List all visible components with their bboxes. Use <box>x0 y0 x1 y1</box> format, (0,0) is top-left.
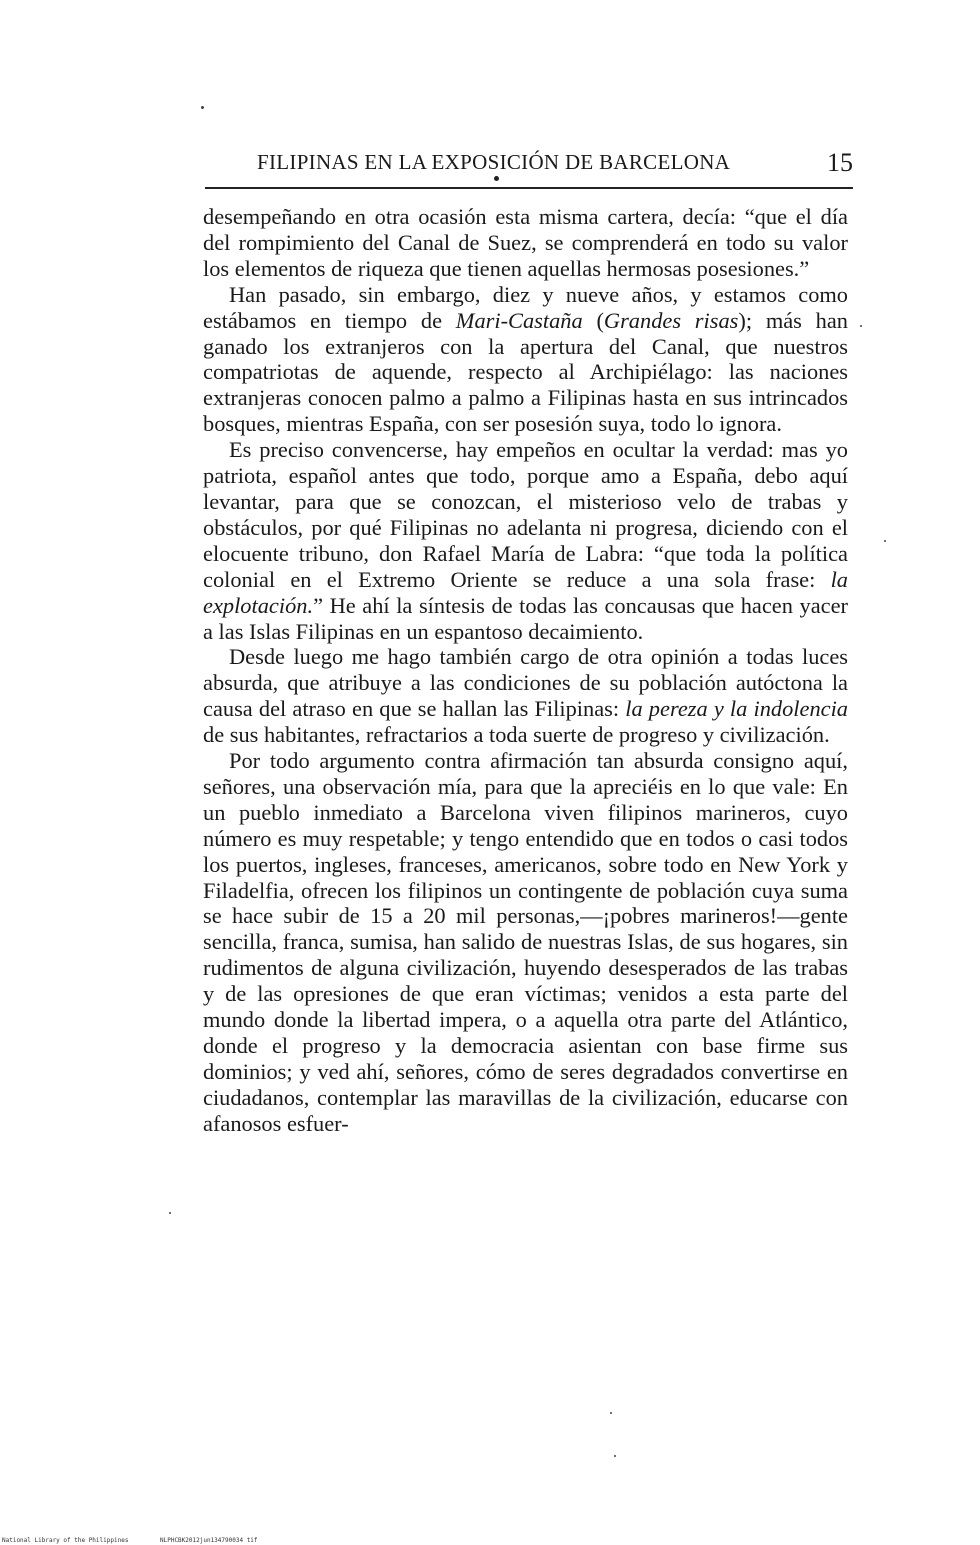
paragraph-text: desempeñando en otra ocasión esta misma cartera, decía: “que el día del rompimiento del Canal de Suez, se comprenderá en todo su valor los elementos de riqueza que tienen aquellas hermosas posesiones.” <box>203 204 848 281</box>
paragraph <box>203 204 848 282</box>
paragraph <box>203 437 848 644</box>
scan-speck <box>860 325 862 327</box>
paragraph-text: de sus habitantes, refractarios a toda suerte de progreso y civilización. <box>203 722 830 748</box>
scan-speck <box>884 540 886 542</box>
header-rule <box>205 187 853 189</box>
paragraph <box>203 644 848 748</box>
footer-library-label: National Library of the Philippines <box>2 1537 129 1544</box>
italic-phrase: Grandes risas <box>603 307 739 333</box>
footer-file-label: NLPHCBK2012jun134790034 tif <box>160 1537 258 1544</box>
paragraph <box>203 748 848 1137</box>
italic-phrase: la pereza y la indolencia <box>625 696 848 722</box>
italic-phrase: Mari-Castaña <box>455 307 583 333</box>
body-text <box>203 204 848 1137</box>
italic-phrase: la explotación. <box>203 566 848 618</box>
scan-speck <box>610 1412 612 1414</box>
scan-speck <box>614 1455 616 1457</box>
paragraph-text: ” He ahí la síntesis de todas las concausas que hacen yacer a las Islas Filipinas en un espantoso decaimiento. <box>203 592 848 644</box>
header-rule-mark <box>494 176 499 181</box>
paragraph-text: Desde luego me hago también cargo de otra opinión a todas luces absurda, que atribuye a las condiciones de su población autóctona la causa del atraso en que se hallan las Filipinas: <box>203 644 848 722</box>
page-number: 15 <box>827 148 853 177</box>
running-title: FILIPINAS EN LA EXPOSICIÓN DE BARCELONA <box>257 150 731 174</box>
scan-speck <box>201 106 204 109</box>
paragraph-text: ); más han ganado los extranjeros con la apertura del Canal, que nuestros compatriotas de aquende, respecto al Archipiélago: las naciones extranjeras conocen palmo a palmo a Filipinas hasta en sus intrincados bosques, mientras España, con ser posesión suya, todo lo ignora. <box>203 307 848 437</box>
scan-speck <box>169 1212 171 1214</box>
paragraph-text: Han pasado, sin embargo, diez y nueve años, y estamos como estábamos en tiempo de <box>203 281 848 333</box>
page-header <box>205 150 853 186</box>
paragraph-text: Es preciso convencerse, hay empeños en ocultar la verdad: mas yo patriota, español antes que todo, porque amo a España, debo aquí levantar, para que se conozcan, el misterioso velo de trabas y obstáculos, por qué Filipinas no adelanta ni progresa, diciendo con el elocuente tribuno, don Rafael María de Labra: “que toda la política colonial en el Extremo Oriente se reduce a una sola frase: <box>203 437 848 592</box>
paragraph-text: Por todo argumento contra afirmación tan absurda consigno aquí, señores, una observación mía, para que la apreciéis en lo que vale: En un pueblo inmediato a Barcelona viven filipinos marineros, cuyo número es muy respetable; y tengo entendido que en todos o casi todos los puertos, ingleses, franceses, americanos, sobre todo en New York y Filadelfia, ofrecen los filipinos un contingente de población cuya suma se hace subir de 15 a 20 mil personas,—¡pobres marineros!—gente sencilla, franca, sumisa, han salido de nuestras Islas, de sus hogares, sin rudimentos de alguna civilización, huyendo desesperados de las trabas y de las opresiones de que eran víctimas; venidos a esta parte del mundo donde la libertad impera, o a aquella otra parte del Atlántico, donde el progreso y la democracia asientan con base firme sus dominios; y ved ahí, señores, cómo de seres degradados convertirse en ciudadanos, contemplar las maravillas de la civilización, educarse con afanosos esfuer- <box>203 748 848 1136</box>
paragraph <box>203 282 848 437</box>
scan-footer <box>0 1536 980 1545</box>
paragraph-text: ( <box>582 307 604 333</box>
